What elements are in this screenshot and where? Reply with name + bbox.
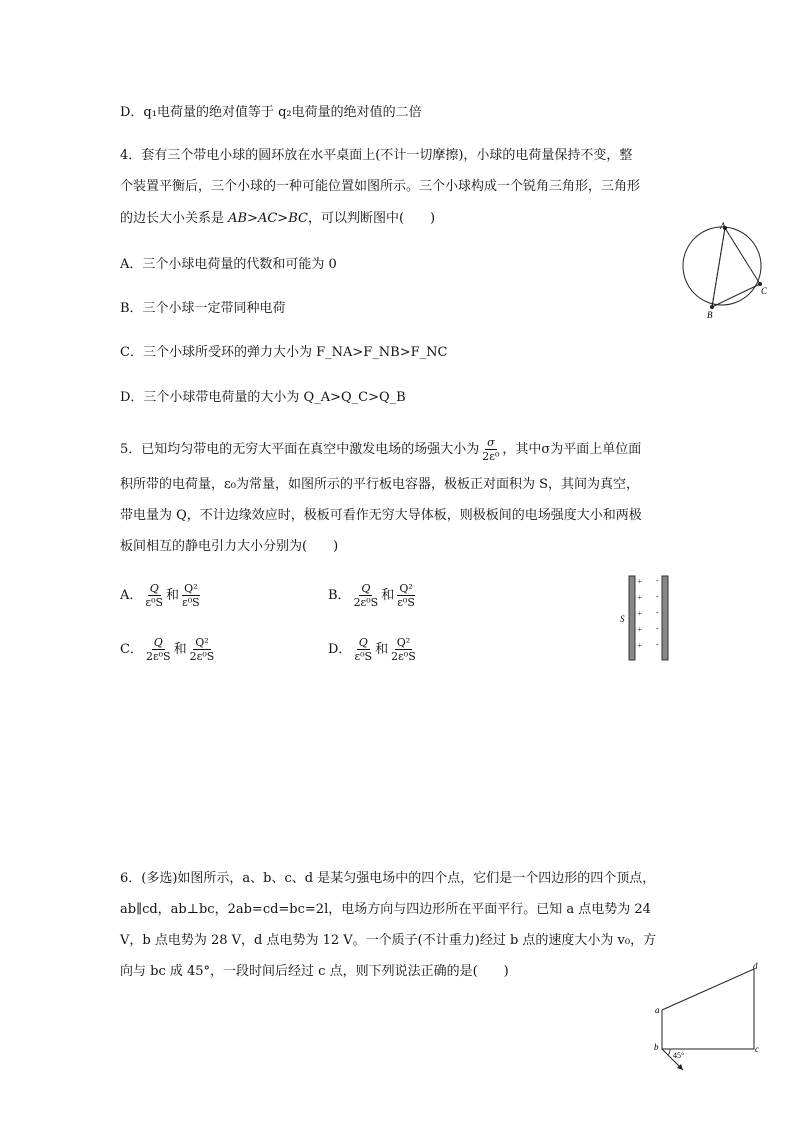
q6-quadrilateral-figure [650,958,770,1078]
q5-formula-numerator: σ [487,436,495,449]
option-letter: A． [120,588,143,603]
q6-stem-line2: ab∥cd，ab⊥bc，2ab=cd=bc=2l，电场方向与四边形所在平面平行。已知 a 点电势为 24 [120,902,651,917]
minus-sign: - [656,640,659,649]
q5-stem-line1-text: 5．已知均匀带电的无穷大平面在真空中激发电场的场强大小为 [120,442,480,457]
frac-denominator: ε⁰S [145,596,164,609]
frac-numerator: Q² [399,582,413,595]
q4-label-b: B [707,310,713,320]
q5-stem-line2: 积所带的电荷量，ε₀为常量，如图所示的平行板电容器，极板正对面积为 S，其间为真空， [120,477,639,492]
positive-plate [629,576,635,660]
q6-label-d: d [753,961,758,971]
q5-capacitor-figure [618,570,674,666]
q5-stem-line1-end: ，其中σ为平面上单位面 [502,442,642,457]
frac-denominator: 2ε⁰S [353,596,379,609]
frac-numerator: Q [361,582,371,595]
q4-stem-line3 [120,210,435,228]
negative-plate [662,576,668,660]
frac-denominator: 2ε⁰S [145,650,171,663]
q4-stem-line3-text: 的边长大小关系是 [120,211,229,226]
frac-numerator: Q [153,636,163,649]
q4-stem-line1: 4．套有三个带电小球的圆环放在水平桌面上(不计一切摩擦)，小球的电荷量保持不变，整 [120,148,633,163]
plus-sign: + [637,609,643,618]
q6-stem-line3: V，b 点电势为 28 V，d 点电势为 12 V。一个质子(不计重力)经过 b 点的速度大小为 v₀，方 [120,933,657,948]
and-word: 和 [375,642,389,657]
minus-sign: - [656,592,659,601]
q6-label-c: c [755,1044,759,1054]
q5-option-c [120,636,217,663]
q5-stem-line4: 板间相互的静电引力大小分别为( ) [120,539,339,554]
frac-denominator: ε⁰S [397,596,415,609]
q4-label-a: A [720,221,726,231]
q6-label-b: b [654,1042,659,1052]
option-letter: D． [328,642,352,657]
q5-option-b [328,582,418,609]
option-letter: B． [328,588,351,603]
frac-denominator: ε⁰S [182,596,200,609]
frac-numerator: Q² [184,582,198,595]
q4-option-c: C．三个小球所受环的弹力大小为 F_NA>F_NB>F_NC [120,345,448,360]
frac-numerator: Q² [396,636,411,649]
q4-option-d: D．三个小球带电荷量的大小为 Q_A>Q_C>Q_B [120,390,406,405]
frac-numerator: Q [358,636,368,649]
q4-stem-line2: 个装置平衡后，三个小球的一种可能位置如图所示。三个小球构成一个锐角三角形，三角形 [120,179,641,194]
q6-angle-label: 45° [673,1051,685,1060]
frac-denominator: 2ε⁰S [391,650,416,663]
q4-ring-figure [676,218,776,322]
q4-option-a: A．三个小球电荷量的代数和可能为 0 [120,257,337,272]
and-word: 和 [173,642,187,657]
q4-side-relation: AB>AC>BC [228,211,308,226]
q5-formula-denominator: 2ε⁰ [482,450,500,463]
minus-sign: - [656,608,659,617]
q6-stem-line1: 6．(多选)如图所示，a、b、c、d 是某匀强电场中的四个点，它们是一个四边形的四个顶点， [120,871,656,886]
q5-option-a [120,582,203,609]
q5-option-d [328,636,419,663]
q4-option-b: B．三个小球一定带同种电荷 [120,301,286,316]
plus-sign: + [637,641,643,650]
q4-stem-line3-end: ，可以判断图中( ) [307,211,436,226]
minus-sign: - [656,576,659,585]
frac-numerator: Q² [195,636,209,649]
frac-denominator: 2ε⁰S [189,650,215,663]
plus-sign: + [637,577,643,586]
q5-stem-line3: 带电量为 Q，不计边缘效应时，极板可看作无穷大导体板，则极板间的电场强度大小和两极 [120,508,642,523]
q5-field-formula [480,436,501,463]
q5-stem-line1 [120,436,641,463]
frac-numerator: Q [149,582,159,595]
plus-sign: + [637,625,643,634]
option-letter: C． [120,642,143,657]
plus-sign: + [637,593,643,602]
and-word: 和 [381,588,395,603]
q4-label-c: C [761,286,768,296]
area-label: S [620,614,625,624]
frac-denominator: ε⁰S [354,650,373,663]
q6-label-a: a [655,1005,660,1015]
minus-sign: - [656,624,659,633]
and-word: 和 [166,588,180,603]
q6-stem-line4: 向与 bc 成 45°，一段时间后经过 c 点，则下列说法正确的是( ) [120,964,509,979]
q3-option-d: D．q₁电荷量的绝对值等于 q₂电荷量的绝对值的二倍 [120,105,422,120]
